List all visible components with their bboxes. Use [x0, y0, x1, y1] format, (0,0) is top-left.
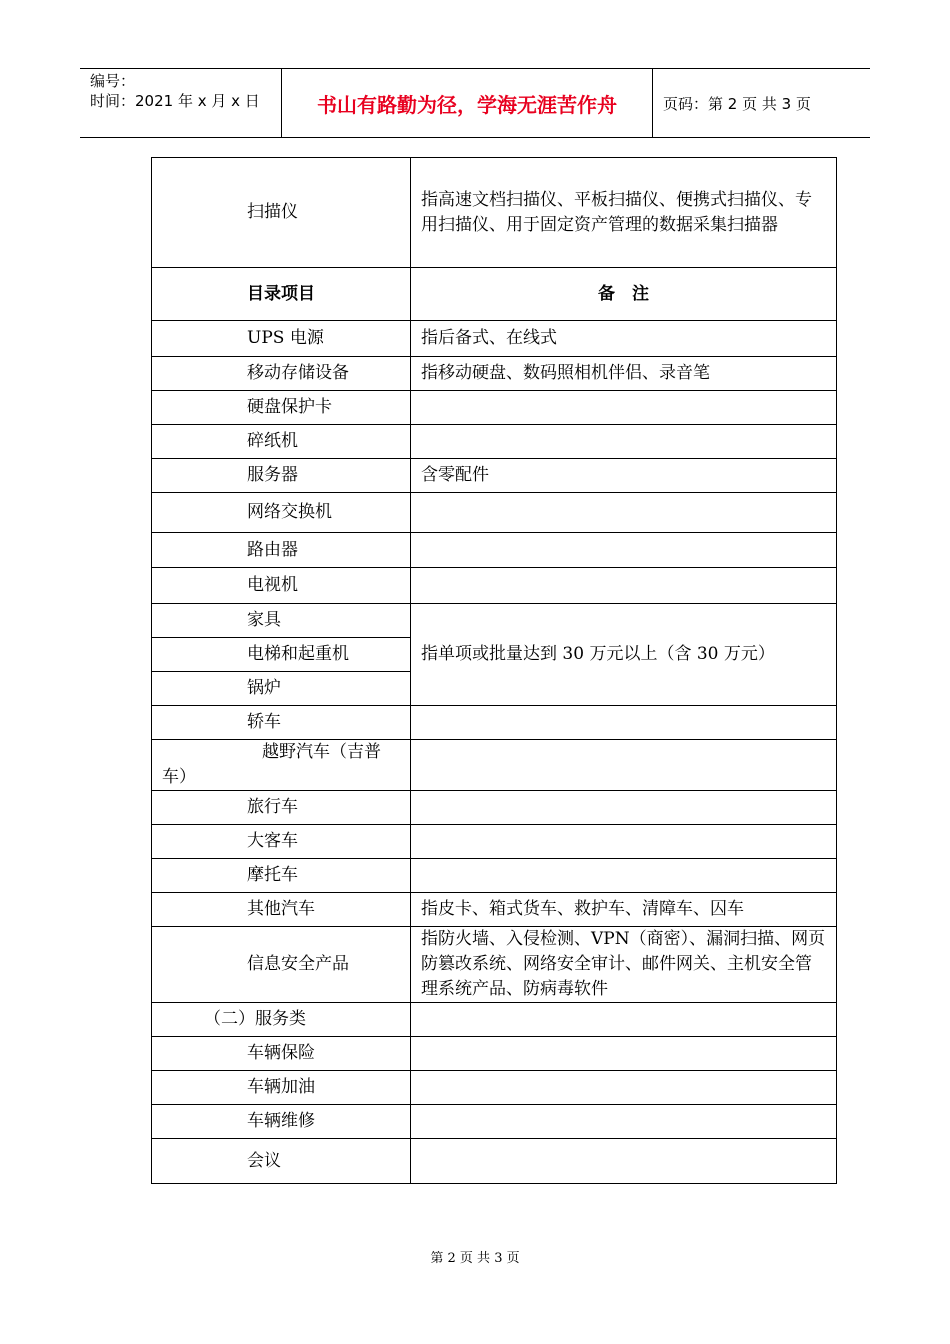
item-cell: 摩托车: [247, 865, 298, 885]
table-row: [152, 1105, 837, 1139]
note-cell: [411, 825, 837, 859]
table-row: [152, 740, 837, 791]
note-cell: 指后备式、在线式: [411, 321, 837, 357]
page-indicator: 页码：第 2 页 共 3 页: [663, 94, 811, 113]
note-cell: [411, 391, 837, 425]
table-row: [152, 893, 837, 927]
note-cell: [411, 1003, 837, 1037]
table-row: [152, 425, 837, 459]
item-cell: 家具: [247, 610, 281, 630]
item-cell: 车辆保险: [247, 1043, 315, 1063]
table-row: [152, 321, 837, 357]
item-cell: 车辆加油: [247, 1077, 315, 1097]
table-row: [152, 706, 837, 740]
table-row: [152, 459, 837, 493]
item-cell: 移动存储设备: [247, 363, 349, 383]
note-cell: [411, 1037, 837, 1071]
note-cell: 指防火墙、入侵检测、VPN（商密）、漏洞扫描、网页防篡改系统、网络安全审计、邮件网关、主机安全管理系统产品、防病毒软件: [411, 927, 837, 1003]
item-cell: 信息安全产品: [247, 954, 349, 974]
time-label: 时间：2021 年 x 月 x 日: [90, 92, 260, 110]
note-cell: [411, 425, 837, 459]
item-cell: 电梯和起重机: [247, 644, 349, 664]
note-cell: [411, 493, 837, 533]
item-cell: 轿车: [247, 712, 281, 732]
table-row: [152, 1071, 837, 1105]
table-row: [152, 604, 837, 638]
section-heading: （二）服务类: [204, 1009, 306, 1029]
catalog-table: [151, 157, 837, 1184]
note-cell: 指单项或批量达到 30 万元以上（含 30 万元）: [411, 604, 837, 706]
item-cell: 会议: [247, 1150, 281, 1171]
note-cell: [411, 533, 837, 568]
note-cell: 指移动硬盘、数码照相机伴侣、录音笔: [411, 357, 837, 391]
item-cell: 旅行车: [247, 797, 298, 817]
item-cell: 锅炉: [247, 678, 281, 698]
item-cell: 网络交换机: [247, 502, 332, 522]
item-cell: 扫描仪: [152, 158, 411, 268]
table-row: [152, 927, 837, 1003]
item-cell: 电视机: [247, 575, 298, 595]
table-row: [152, 493, 837, 533]
item-cell: 大客车: [247, 831, 298, 851]
table-row: [152, 1139, 837, 1184]
number-label: 编号：: [90, 72, 136, 90]
note-cell: 指高速文档扫描仪、平板扫描仪、便携式扫描仪、专用扫描仪、用于固定资产管理的数据采集扫描器: [411, 158, 837, 268]
note-cell: [411, 568, 837, 604]
item-cell: 硬盘保护卡: [247, 397, 332, 417]
table-row: [152, 825, 837, 859]
table-row: [152, 391, 837, 425]
item-cell: 碎纸机: [247, 431, 298, 451]
note-cell: [411, 1139, 837, 1184]
note-cell: [411, 1105, 837, 1139]
item-cell: 车辆维修: [247, 1111, 315, 1131]
note-cell: [411, 859, 837, 893]
table-row: [152, 158, 837, 268]
table-row: [152, 568, 837, 604]
note-cell: [411, 706, 837, 740]
column-header-note: 备 注: [411, 268, 837, 321]
note-cell: [411, 791, 837, 825]
item-cell: 其他汽车: [247, 899, 315, 919]
note-cell: [411, 740, 837, 791]
note-cell: [411, 1071, 837, 1105]
table-row: [152, 533, 837, 568]
table-row: [152, 859, 837, 893]
page-footer: 第 2 页 共 3 页: [430, 1251, 520, 1266]
item-cell: 服务器: [247, 465, 298, 485]
header-meta: [80, 69, 282, 137]
item-cell: UPS 电源: [247, 328, 324, 348]
item-cell: 越野汽车（吉普 车）: [152, 740, 411, 791]
table-row: [152, 791, 837, 825]
item-cell: 路由器: [247, 539, 298, 560]
table-row: [152, 1037, 837, 1071]
table-header-row: [152, 268, 837, 321]
note-cell: 指皮卡、箱式货车、救护车、清障车、囚车: [411, 893, 837, 927]
table-row: [152, 357, 837, 391]
motto: 书山有路勤为径，学海无涯苦作舟: [282, 69, 653, 137]
table-row: [152, 1003, 837, 1037]
note-cell: 含零配件: [411, 459, 837, 493]
column-header-item: 目录项目: [152, 268, 411, 321]
page-header: [80, 68, 870, 138]
